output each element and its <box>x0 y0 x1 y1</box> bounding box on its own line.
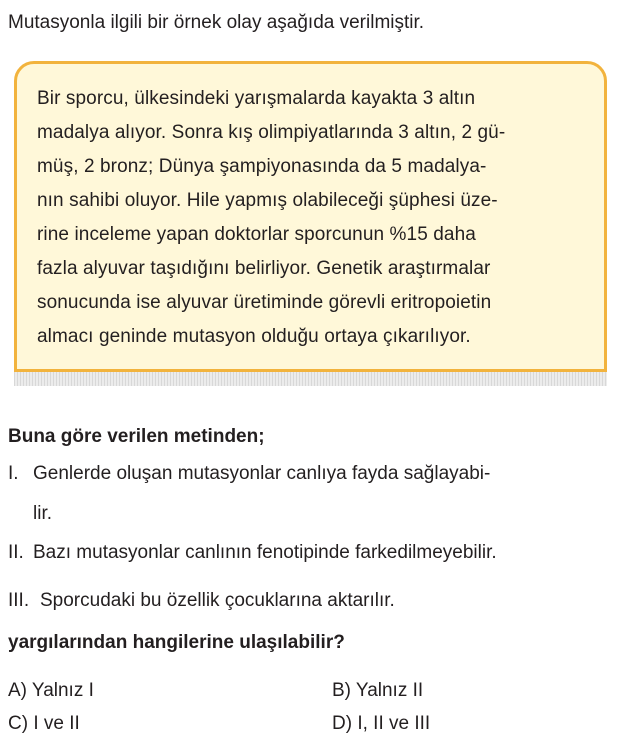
passage-line: madalya alıyor. Sonra kış olimpiyatlarında 3 altın, 2 gü- <box>37 122 506 143</box>
passage-line: sonucunda ise alyuvar üretiminde görevli eritropoietin <box>37 292 492 313</box>
statement-text-continued: lir. <box>33 503 52 524</box>
question-prompt: yargılarından hangilerine ulaşılabilir? <box>8 632 345 653</box>
passage-line: almacı geninde mutasyon olduğu ortaya çıkarılıyor. <box>37 326 471 347</box>
statement-numeral: I. <box>8 463 19 484</box>
passage-line: Bir sporcu, ülkesindeki yarışmalarda kayakta 3 altın <box>37 88 476 109</box>
option-a[interactable]: A) Yalnız I <box>8 680 94 701</box>
statement-numeral: III. <box>8 590 30 611</box>
statement-text: Genlerde oluşan mutasyonlar canlıya fayda sağlayabi- <box>33 463 491 484</box>
passage-line: nın sahibi oluyor. Hile yapmış olabileceği şüphesi üze- <box>37 190 498 211</box>
passage-line: müş, 2 bronz; Dünya şampiyonasında da 5 madalya- <box>37 156 487 177</box>
passage-line: rine inceleme yapan doktorlar sporcunun %15 daha <box>37 224 476 245</box>
statement-numeral: II. <box>8 542 24 563</box>
option-c[interactable]: C) I ve II <box>8 713 80 734</box>
question-heading: Buna göre verilen metinden; <box>8 426 265 447</box>
option-d[interactable]: D) I, II ve III <box>332 713 431 734</box>
statement-text: Bazı mutasyonlar canlının fenotipinde farkedilmeyebilir. <box>33 542 497 563</box>
intro-text: Mutasyonla ilgili bir örnek olay aşağıda verilmiştir. <box>8 12 425 33</box>
passage-box <box>14 61 607 386</box>
passage-panel <box>14 61 607 372</box>
option-b[interactable]: B) Yalnız II <box>332 680 424 701</box>
statement-text: Sporcudaki bu özellik çocuklarına aktarılır. <box>40 590 395 611</box>
passage-line: fazla alyuvar taşıdığını belirliyor. Genetik araştırmalar <box>37 258 491 279</box>
